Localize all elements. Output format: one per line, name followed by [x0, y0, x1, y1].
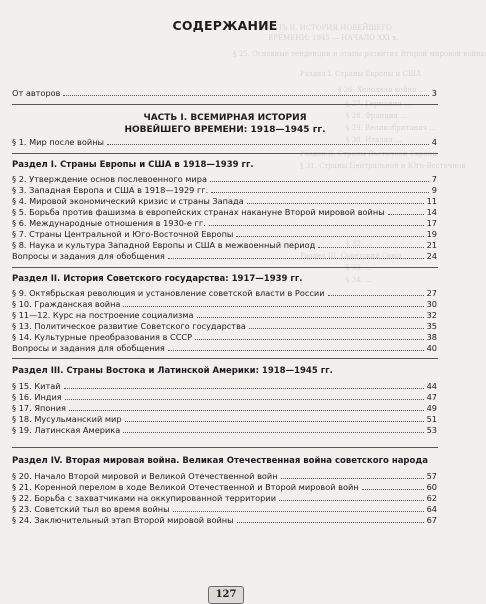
toc-entry-page: 27 — [426, 288, 437, 298]
ghost-line: § 31. Страны Центральной и Юго-Восточной — [300, 162, 466, 170]
toc-row — [12, 321, 437, 332]
toc-entry-page: 4 — [431, 137, 437, 147]
toc-entry-page: 24 — [426, 251, 437, 261]
dot-leader — [63, 95, 428, 96]
toc-entry-page: 32 — [426, 310, 437, 320]
divider — [12, 358, 438, 359]
ghost-line: § 30. Италия ... — [346, 136, 402, 144]
section-title: Раздел IV. Вторая мировая война. Великая Отечественная война советского народа — [12, 456, 428, 466]
toc-entry-page: 47 — [426, 392, 437, 402]
section-title: Раздел II. История Советского государства: 1917—1939 гг. — [12, 274, 303, 284]
toc-row — [12, 425, 437, 436]
toc-row — [12, 207, 437, 218]
toc-entry-page: 51 — [426, 414, 437, 424]
toc-entry-label: § 4. Мировой экономический кризис и страны Запада — [12, 196, 244, 206]
ghost-line: § 25. Основные тенденции и этапы развития Второй мировой войны — [233, 50, 486, 58]
dot-leader — [209, 225, 424, 226]
part-title-line-1: ЧАСТЬ I. ВСЕМИРНАЯ ИСТОРИЯ — [143, 113, 307, 123]
toc-entry-page: 49 — [426, 403, 437, 413]
toc-entry-label: § 10. Гражданская война — [12, 299, 121, 309]
dot-leader — [123, 306, 423, 307]
toc-entry-page: 40 — [426, 343, 437, 353]
ghost-line: § 34. ... — [346, 276, 372, 284]
toc-entry-label: Вопросы и задания для обобщения — [12, 343, 165, 353]
dot-leader — [195, 339, 423, 340]
toc-row — [12, 196, 437, 207]
ghost-line: § 32. ... — [346, 240, 372, 248]
toc-entry-label: § 11—12. Курс на построение социализма — [12, 310, 194, 320]
section-title: Раздел III. Страны Востока и Латинской Америки: 1918—1945 гг. — [12, 366, 333, 376]
toc-row — [12, 504, 437, 515]
divider — [12, 104, 438, 105]
toc-entry-label: § 23. Советский тыл во время войны — [12, 504, 170, 514]
toc-entry-page: 7 — [431, 174, 437, 184]
toc-entry-page: 53 — [426, 425, 437, 435]
toc-row — [12, 343, 437, 354]
page-title: СОДЕРЖАНИЕ — [172, 18, 278, 33]
toc-entry-page: 35 — [426, 321, 437, 331]
dot-leader — [236, 236, 423, 237]
toc-row — [12, 493, 437, 504]
toc-entry-label: § 9. Октябрьская революция и установление советской власти в России — [12, 288, 325, 298]
divider — [12, 447, 438, 448]
toc-entry-page: 19 — [426, 229, 437, 239]
toc-entry-label: § 22. Борьба с захватчиками на оккупированной территории — [12, 493, 277, 503]
toc-row — [12, 218, 437, 229]
ghost-line: § 33. ... — [346, 264, 372, 272]
ghost-line: § 27. Германия ... — [346, 100, 411, 108]
toc-entry-label: § 17. Япония — [12, 403, 66, 413]
toc-row — [12, 251, 437, 262]
dot-leader — [388, 214, 424, 215]
dot-leader — [281, 478, 424, 479]
toc-entry-label: § 15. Китай — [12, 381, 61, 391]
toc-entry-label: § 14. Культурные преобразования в СССР — [12, 332, 193, 342]
toc-entry-page: 38 — [426, 332, 437, 342]
toc-entry-page: 62 — [426, 493, 437, 503]
toc-entry-label: § 18. Мусульманский мир — [12, 414, 122, 424]
dot-leader — [168, 350, 424, 351]
divider — [12, 153, 438, 154]
dot-leader — [197, 317, 424, 318]
toc-entry-label: § 20. Начало Второй мировой и Великой Отечественной войн — [12, 471, 278, 481]
toc-entry-label: § 1. Мир после войны — [12, 137, 105, 147]
ghost-line: § 29. Великобритания ... — [346, 124, 437, 132]
toc-entry-page: 3 — [431, 88, 437, 98]
toc-entry-page: 57 — [426, 471, 437, 481]
toc-row — [12, 174, 437, 185]
dot-leader — [69, 410, 424, 411]
toc-entry-label: § 13. Политическое развитие Советского государства — [12, 321, 246, 331]
dot-leader — [211, 192, 429, 193]
toc-row — [12, 240, 437, 251]
ghost-line: Раздел III. Советский Союз — [300, 252, 402, 260]
dot-leader — [168, 258, 424, 259]
page-number-badge: 127 — [208, 586, 244, 604]
toc-entry-label: От авторов — [12, 88, 61, 98]
toc-row — [12, 332, 437, 343]
toc-entry-label: § 19. Латинская Америка — [12, 425, 121, 435]
dot-leader — [237, 522, 424, 523]
ghost-line: § 26. Холодная война ... — [338, 86, 426, 94]
ghost-line: Раздел I. Страны Европы и США — [300, 70, 422, 78]
toc-entry-page: 14 — [426, 207, 437, 217]
part-title-line-2: НОВЕЙШЕГО ВРЕМЕНИ: 1918—1945 гг. — [124, 125, 326, 135]
toc-row — [12, 381, 437, 392]
dot-leader — [247, 203, 424, 204]
toc-row — [12, 185, 437, 196]
dot-leader — [210, 181, 429, 182]
toc-row — [12, 403, 437, 414]
dot-leader — [125, 421, 424, 422]
toc-row — [12, 229, 437, 240]
toc-entry-page: 60 — [426, 482, 437, 492]
toc-row — [12, 288, 437, 299]
toc-entry-page: 17 — [426, 218, 437, 228]
dot-leader — [362, 489, 424, 490]
toc-entry-page: 64 — [426, 504, 437, 514]
dot-leader — [328, 295, 424, 296]
ghost-line: Раздел II. Страны Восточной Европы — [300, 150, 438, 158]
dot-leader — [279, 500, 424, 501]
toc-entry-label: § 3. Западная Европа и США в 1918—1929 гг. — [12, 185, 209, 195]
toc-entry-label: § 24. Заключительный этап Второй мировой войны — [12, 515, 234, 525]
toc-entry-label: § 16. Индия — [12, 392, 62, 402]
toc-entry-label: § 2. Утверждение основ послевоенного мира — [12, 174, 207, 184]
toc-entry-label: § 8. Наука и культура Западной Европы и США в межвоенный период — [12, 240, 316, 250]
dot-leader — [123, 432, 423, 433]
toc-row — [12, 299, 437, 310]
toc-entry-label: § 7. Страны Центральной и Юго-Восточной Европы — [12, 229, 234, 239]
dot-leader — [107, 144, 429, 145]
ghost-line: § 28. Франция ... — [346, 112, 407, 120]
toc-row — [12, 515, 437, 526]
section-title: Раздел I. Страны Европы и США в 1918—1939 гг. — [12, 160, 254, 170]
dot-leader — [65, 399, 424, 400]
ghost-line: ЧАСТЬ II. ИСТОРИЯ НОВЕЙШЕГО — [262, 24, 392, 32]
toc-row — [12, 310, 437, 321]
toc-row — [12, 392, 437, 403]
toc-row — [12, 414, 437, 425]
toc-entry-page: 44 — [426, 381, 437, 391]
toc-row — [12, 482, 437, 493]
toc-entry-page: 67 — [426, 515, 437, 525]
toc-entry-page: 11 — [426, 196, 437, 206]
toc-row — [12, 471, 437, 482]
toc-entry-label: § 5. Борьба против фашизма в европейских странах накануне Второй мировой войны — [12, 207, 385, 217]
toc-entry-page: 30 — [426, 299, 437, 309]
dot-leader — [64, 388, 424, 389]
toc-entry-label: § 21. Коренной перелом в ходе Великой Отечественной и Второй мировой войн — [12, 482, 359, 492]
toc-entry-label: Вопросы и задания для обобщения — [12, 251, 165, 261]
divider — [12, 267, 438, 268]
toc-row-authors — [12, 88, 437, 99]
ghost-line: ВРЕМЕНИ: 1945 — НАЧАЛО XXI в. — [268, 34, 399, 42]
toc-entry-label: § 6. Международные отношения в 1930-е гг. — [12, 218, 206, 228]
dot-leader — [318, 247, 423, 248]
toc-row — [12, 137, 437, 148]
dot-leader — [173, 511, 424, 512]
dot-leader — [249, 328, 424, 329]
toc-entry-page: 9 — [431, 185, 437, 195]
toc-entry-page: 21 — [426, 240, 437, 250]
